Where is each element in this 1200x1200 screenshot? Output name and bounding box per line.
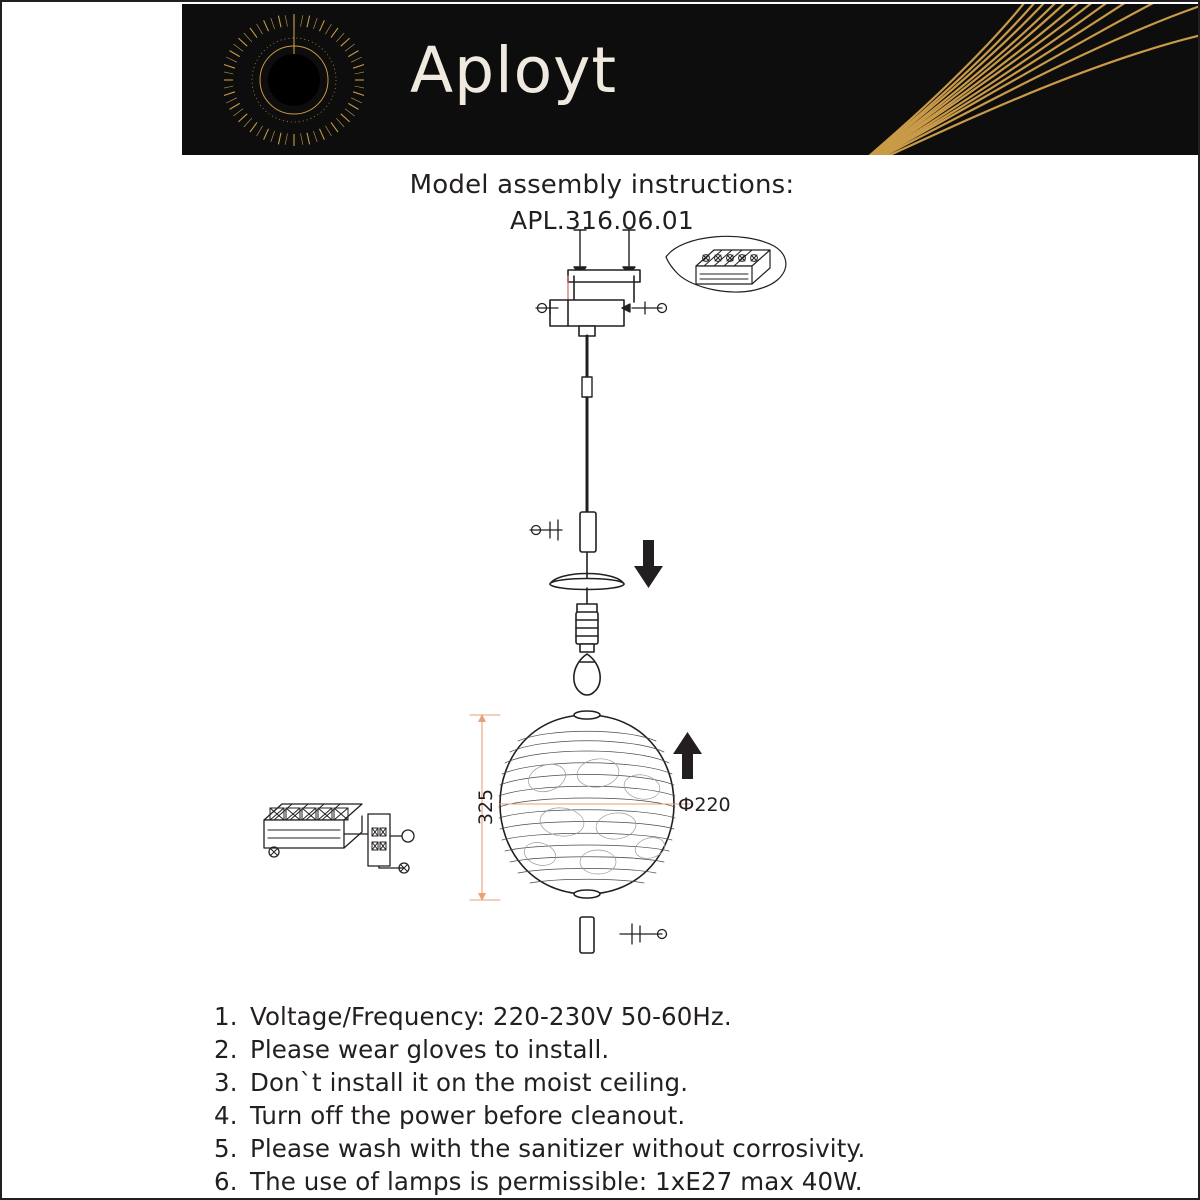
list-item-number: 2.: [214, 1035, 238, 1064]
list-item-text: The use of lamps is permissible: 1xE27 max 40W.: [250, 1167, 863, 1196]
brand-name: Aployt: [410, 34, 618, 107]
model-number: APL.316.06.01: [510, 206, 694, 235]
lamp-socket: [576, 612, 598, 652]
list-item-number: 4.: [214, 1101, 238, 1130]
brand-banner: [182, 4, 1198, 155]
suspension-cable: [582, 336, 592, 538]
fan-rays-decoration-icon: [788, 4, 1198, 155]
light-bulb: [574, 654, 600, 695]
dimension-height-label: 325: [475, 788, 497, 826]
assembly-drawing-svg: [2, 222, 1200, 992]
list-item-number: 1.: [214, 1002, 238, 1031]
list-item: [214, 1165, 1174, 1198]
bottom-finial: [580, 917, 667, 953]
terminal-block-detail: [666, 236, 786, 292]
list-item-text: Don`t install it on the moist ceiling.: [250, 1068, 689, 1097]
list-item-text: Please wash with the sanitizer without corrosivity.: [250, 1134, 866, 1163]
canopy-cover: [530, 512, 663, 614]
list-item-number: 5.: [214, 1134, 238, 1163]
ceiling-mount-bracket: [536, 230, 667, 336]
list-item: [214, 1132, 1174, 1165]
insert-direction-arrow: [673, 732, 702, 779]
assembly-drawing: [2, 222, 1200, 992]
list-item: [214, 1000, 1174, 1033]
page-title: Model assembly instructions:: [409, 170, 795, 200]
list-item-number: 3.: [214, 1068, 238, 1097]
sunburst-logo-icon: [224, 10, 364, 150]
instruction-notes-list: [214, 1000, 1174, 1198]
list-item: [214, 1099, 1174, 1132]
list-item-number: 6.: [214, 1167, 238, 1196]
list-item-text: Please wear gloves to install.: [250, 1035, 610, 1064]
list-item-text: Voltage/Frequency: 220-230V 50-60Hz.: [250, 1002, 732, 1031]
wiring-terminal-block: [264, 804, 414, 873]
list-item: [214, 1066, 1174, 1099]
dimension-diameter-label: Ф220: [678, 794, 731, 816]
list-item: [214, 1033, 1174, 1066]
list-item-text: Turn off the power before cleanout.: [250, 1101, 686, 1130]
